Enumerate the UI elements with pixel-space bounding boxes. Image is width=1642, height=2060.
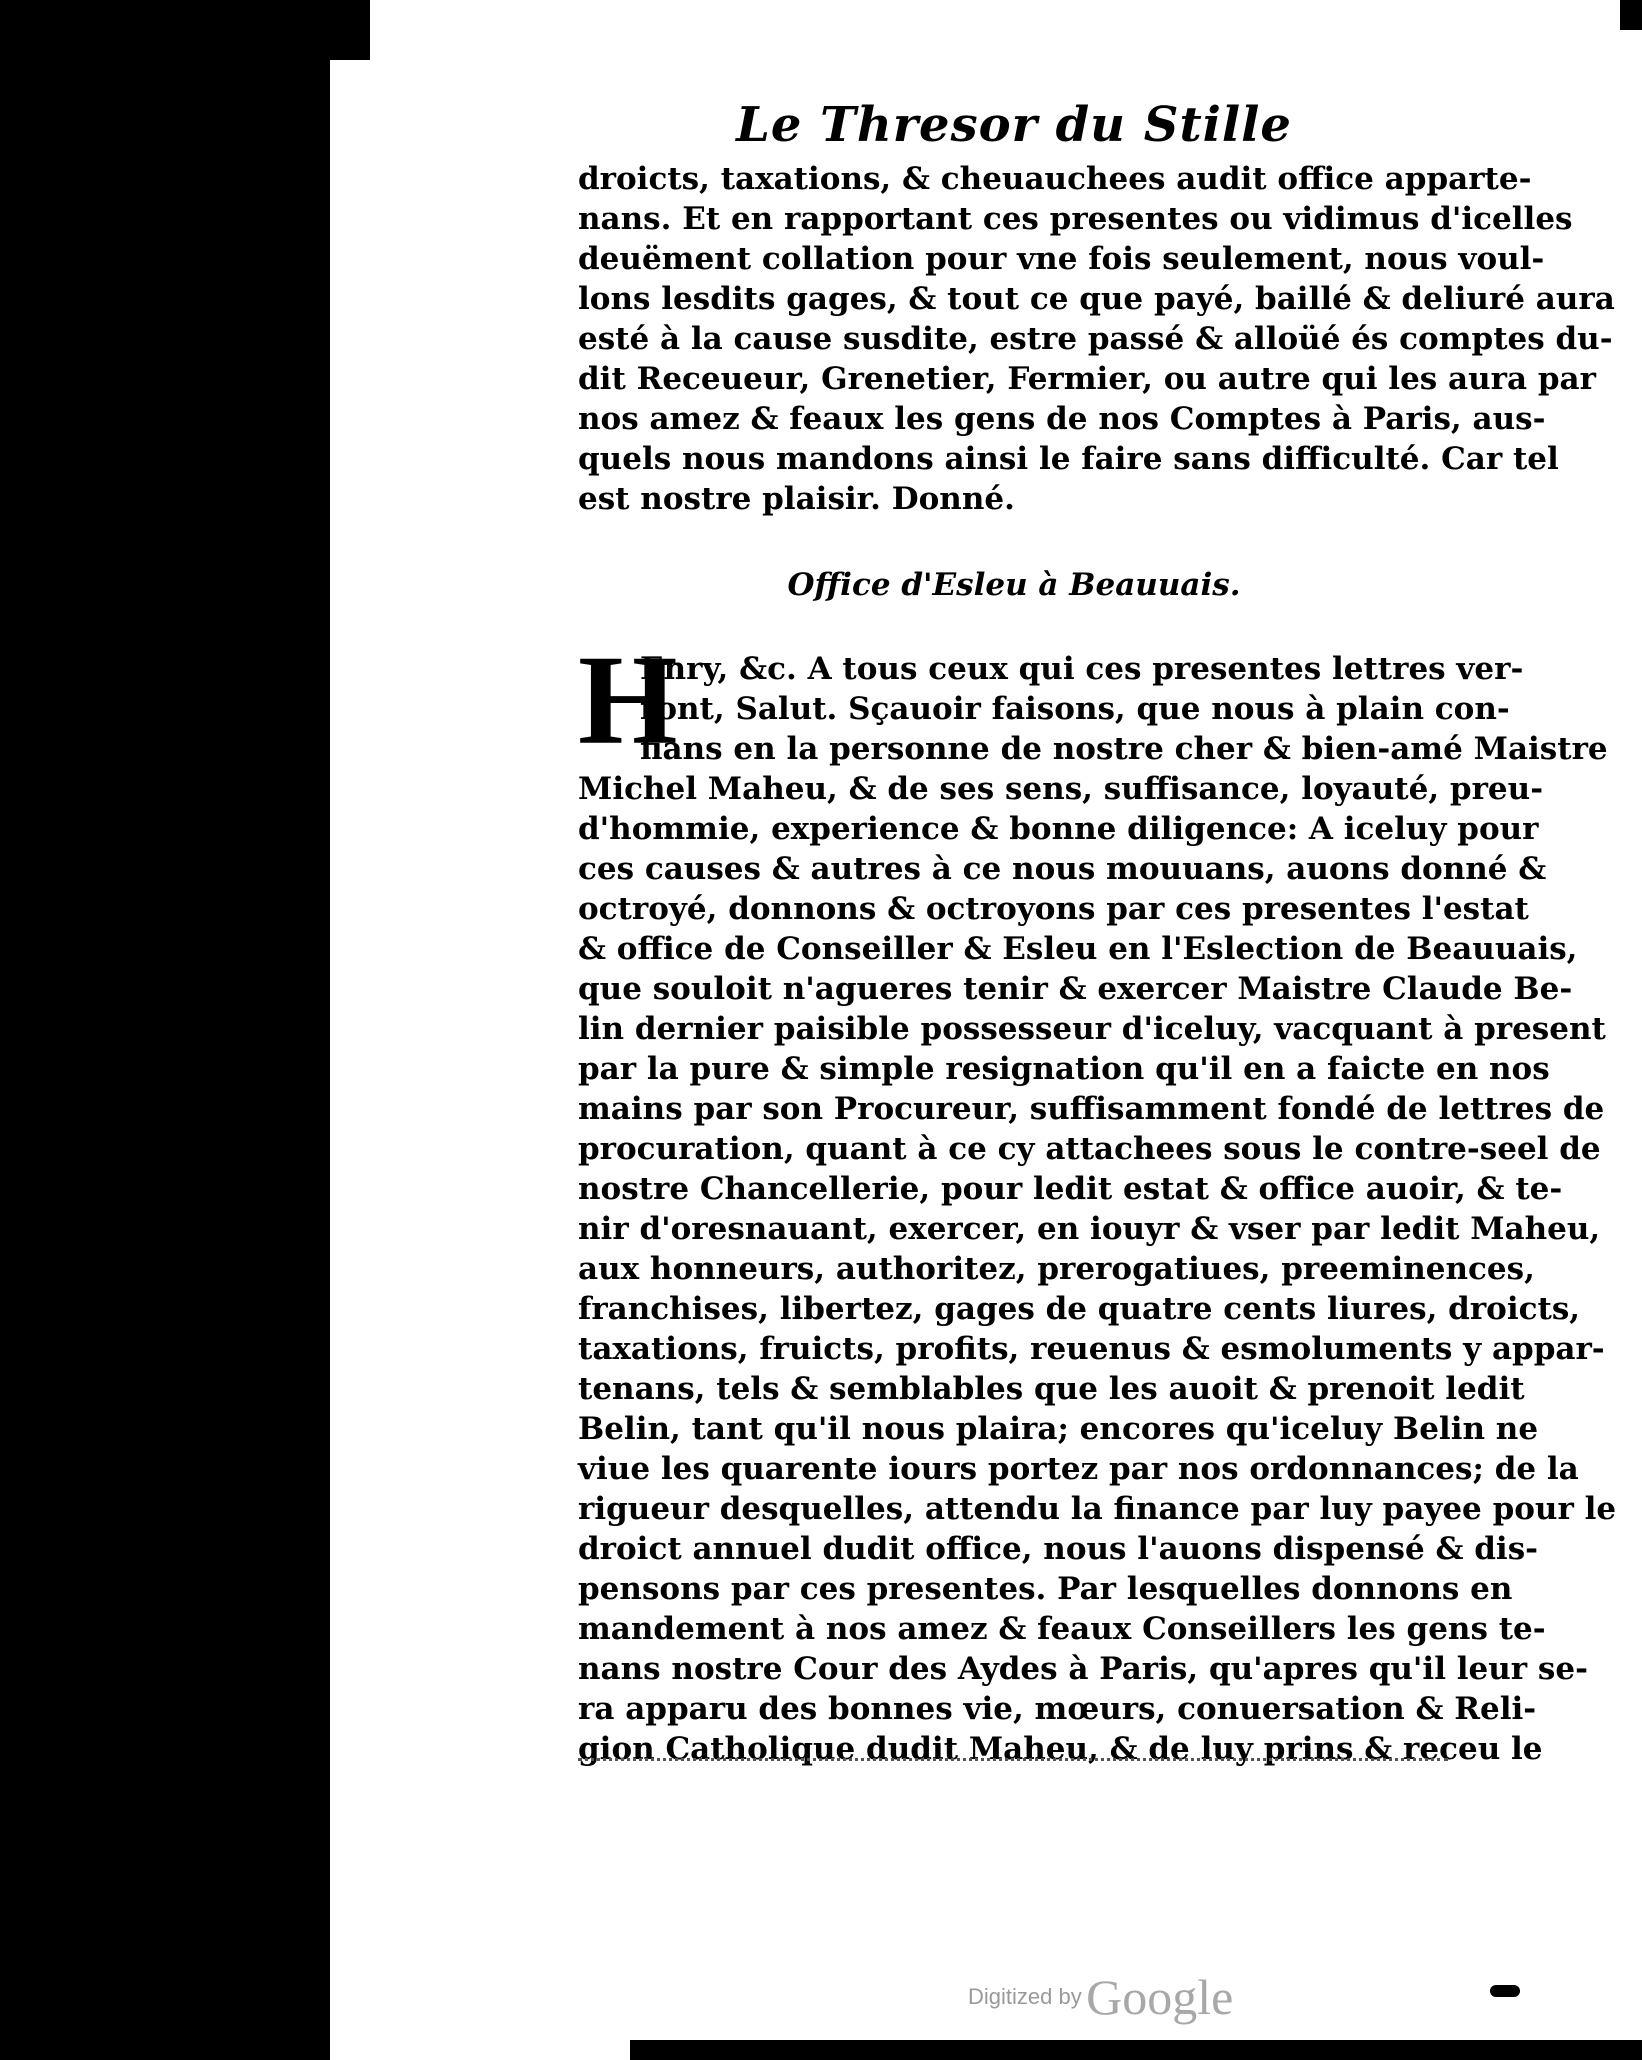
text-line: dit Receueur, Grenetier, Fermier, ou autre qui les aura par — [578, 361, 1596, 397]
letter-body — [578, 629, 1617, 1769]
text-line: franchises, libertez, gages de quatre cents liures, droicts, — [578, 1291, 1581, 1327]
text-line: que souloit n'agueres tenir & exercer Maistre Claude Be- — [578, 971, 1573, 1007]
text-line: procuration, quant à ce cy attachees sous le contre-seel de — [578, 1131, 1601, 1167]
text-line: pensons par ces presentes. Par lesquelles donnons en — [578, 1571, 1513, 1607]
text-line: quels nous mandons ainsi le faire sans difficulté. Car tel — [578, 441, 1559, 477]
watermark-brand: Google — [1086, 1969, 1234, 2025]
text-line: rigueur desquelles, attendu la finance par luy payee pour le — [578, 1491, 1617, 1527]
text-line: droicts, taxations, & cheuauchees audit office apparte- — [578, 161, 1532, 197]
text-line: octroyé, donnons & octroyons par ces presentes l'estat — [578, 891, 1529, 927]
text-line: d'hommie, experience & bonne diligence: A iceluy pour — [578, 811, 1539, 847]
paragraph-letter — [578, 649, 1617, 1769]
text-line: nir d'oresnauant, exercer, en iouyr & vser par ledit Maheu, — [578, 1211, 1601, 1247]
paragraph-continued — [578, 159, 1615, 519]
text-line: nans. Et en rapportant ces presentes ou vidimus d'icelles — [578, 201, 1573, 237]
drop-cap: H — [578, 629, 678, 771]
text-line: lons lesdits gages, & tout ce que payé, baillé & deliuré aura — [578, 281, 1615, 317]
text-line: par la pure & simple resignation qu'il en a faicte en nos — [578, 1051, 1550, 1087]
text-line: fians en la personne de nostre cher & bien-amé Maistre — [640, 731, 1608, 767]
text-line: & office de Conseiller & Esleu en l'Eslection de Beauuais, — [578, 931, 1578, 967]
book-page — [578, 95, 1617, 1769]
faded-bottom-line — [578, 1752, 1448, 1761]
text-line: taxations, fruicts, profits, reuenus & esmoluments y appar- — [578, 1331, 1605, 1367]
text-line: Belin, tant qu'il nous plaira; encores qu'iceluy Belin ne — [578, 1411, 1539, 1447]
text-line: nans nostre Cour des Aydes à Paris, qu'apres qu'il leur se- — [578, 1651, 1588, 1687]
scan-dark-margin-left — [0, 0, 330, 2060]
scan-dark-corner-right — [1620, 0, 1642, 30]
text-line: lin dernier paisible possesseur d'iceluy, vacquant à present — [578, 1011, 1606, 1047]
section-title: Office d'Esleu à Beauuais. — [787, 567, 1241, 603]
text-line: mandement à nos amez & feaux Conseillers les gens te- — [578, 1611, 1546, 1647]
text-line: ront, Salut. Sçauoir faisons, que nous à plain con- — [640, 691, 1510, 727]
text-line: ra apparu des bonnes vie, mœurs, conuersation & Reli- — [578, 1691, 1537, 1727]
text-line: droict annuel dudit office, nous l'auons dispensé & dis- — [578, 1531, 1539, 1567]
running-head: Le Thresor du Stille — [736, 97, 1292, 153]
text-line: nos amez & feaux les gens de nos Comptes à Paris, aus- — [578, 401, 1546, 437]
text-line: mains par son Procureur, suffisamment fondé de lettres de — [578, 1091, 1605, 1127]
text-line: deuëment collation pour vne fois seulement, nous voul- — [578, 241, 1545, 277]
text-line: tenans, tels & semblables que les auoit & prenoit ledit — [578, 1371, 1525, 1407]
scan-dark-margin-top-corner — [330, 0, 370, 60]
text-line: ces causes & autres à ce nous mouuans, auons donné & — [578, 851, 1547, 887]
scan-dark-margin-bottom — [630, 2040, 1642, 2060]
text-line: gion Catholique dudit Maheu, & de luy prins & receu le — [578, 1731, 1543, 1767]
digitized-watermark — [968, 1968, 1233, 2026]
text-line: viue les quarente iours portez par nos ordonnances; de la — [578, 1451, 1579, 1487]
text-line: est nostre plaisir. Donné. — [578, 481, 1015, 517]
text-line: aux honneurs, authoritez, prerogatiues, preeminences, — [578, 1251, 1535, 1287]
text-line: esté à la cause susdite, estre passé & alloüé és comptes du- — [578, 321, 1613, 357]
text-line: Enry, &c. A tous ceux qui ces presentes lettres ver- — [640, 651, 1524, 687]
watermark-prefix: Digitized by — [968, 1984, 1082, 2009]
text-line: Michel Maheu, & de ses sens, suffisance, loyauté, preu- — [578, 771, 1544, 807]
text-line: nostre Chancellerie, pour ledit estat & office auoir, & te- — [578, 1171, 1563, 1207]
ink-blot — [1490, 1985, 1520, 1997]
